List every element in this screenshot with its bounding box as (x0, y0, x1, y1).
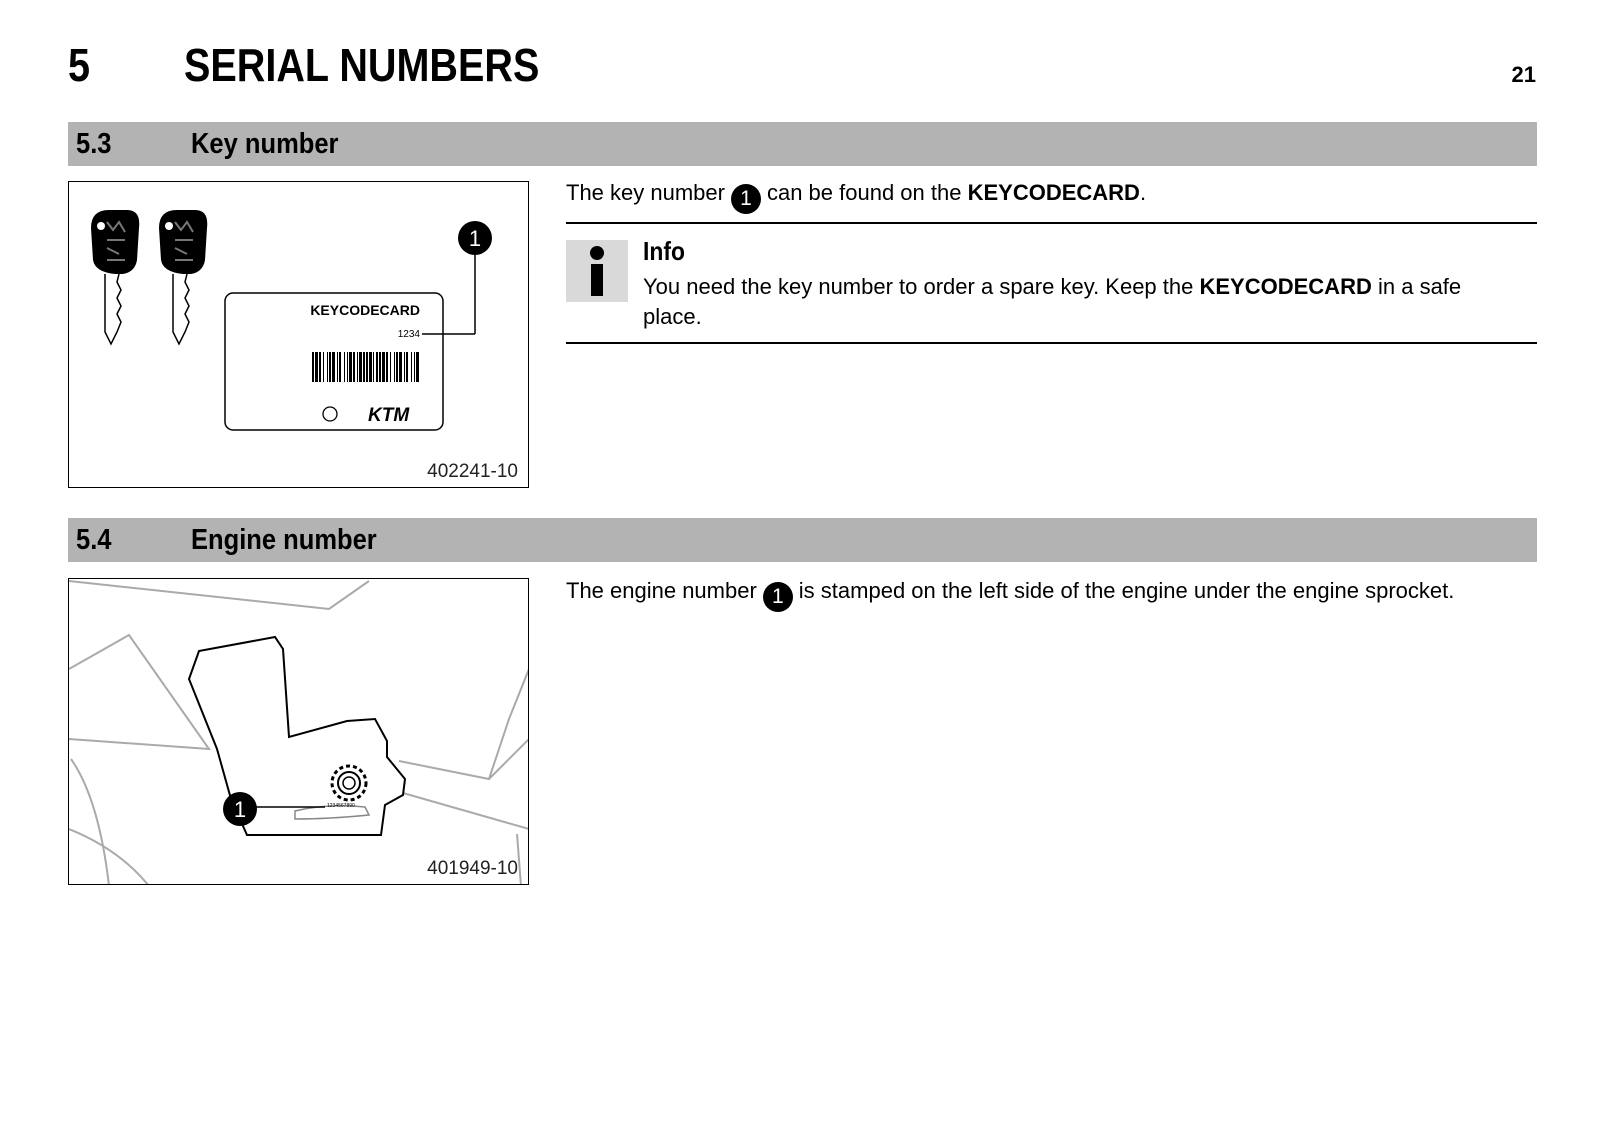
section-header-key-number (68, 122, 1537, 166)
key-number-paragraph (566, 180, 1146, 214)
engine-number-figure (68, 578, 529, 885)
barcode-bar (359, 352, 362, 382)
barcode-bar (366, 352, 368, 382)
barcode-bar (411, 352, 412, 382)
barcode-bar (376, 352, 378, 382)
section-title: Key number (191, 128, 339, 160)
barcode-bar (312, 352, 314, 382)
barcode-bar (386, 352, 388, 382)
keycodecard-term: KEYCODECARD (1199, 274, 1372, 299)
keycodecard-title: KEYCODECARD (310, 302, 420, 318)
barcode-bar (347, 352, 348, 382)
figure-code: 401949-10 (427, 858, 518, 879)
ktm-logo: KTM (368, 405, 410, 426)
barcode-bar (332, 352, 335, 382)
barcode-bar (319, 352, 321, 382)
para-text: . (1139, 180, 1147, 205)
section-number: 5.4 (76, 524, 112, 556)
barcode-bar (404, 352, 405, 382)
info-title: Info (643, 236, 685, 266)
page-number: 21 (1511, 62, 1536, 87)
barcode-bar (329, 352, 331, 382)
callout-number: 1 (468, 226, 482, 251)
barcode-bar (337, 352, 338, 382)
callout-number: 1 (233, 797, 247, 822)
barcode-bar (357, 352, 358, 382)
info-text-part: You need the key number to order a spare key. Keep the (643, 274, 1194, 299)
barcode-bar (363, 352, 365, 382)
info-text (643, 272, 1523, 332)
barcode-bar (369, 352, 372, 382)
barcode-bar (394, 352, 395, 382)
barcode-bar (414, 352, 415, 382)
para-text: The engine number (566, 578, 757, 603)
chapter-title: SERIAL NUMBERS (184, 39, 540, 91)
barcode-bar (396, 352, 398, 382)
barcode-bar (379, 352, 381, 382)
barcode-bar (349, 352, 352, 382)
barcode-bar (327, 352, 328, 382)
info-bottom-rule (566, 342, 1537, 344)
para-text: can be found on the (766, 180, 962, 205)
section-number: 5.3 (76, 128, 112, 160)
key-illustration (91, 210, 139, 344)
callout-marker: 1 (731, 184, 761, 214)
callout-marker: 1 (763, 582, 793, 612)
chapter-number: 5 (68, 39, 91, 91)
barcode-bar (390, 352, 391, 382)
barcode-bar (382, 352, 385, 382)
figure-code: 402241-10 (427, 461, 518, 482)
barcode-bar (406, 352, 408, 382)
barcode-bar (315, 352, 318, 382)
section-title: Engine number (191, 524, 377, 556)
keycodecard-term: KEYCODECARD (967, 180, 1140, 205)
keycodecard-number: 1234 (397, 329, 420, 340)
motorcycle-frame-lines (69, 581, 529, 885)
barcode-bar (353, 352, 355, 382)
stamp-text: 1234567890 (327, 803, 355, 809)
engine-outline (189, 637, 405, 835)
section-header-engine-number (68, 518, 1537, 562)
para-text: is stamped on the left side of the engine under the engine sprocket. (798, 578, 1455, 603)
key-illustration (159, 210, 207, 344)
info-icon (566, 240, 628, 302)
engine-number-paragraph (566, 578, 1454, 612)
barcode-bar (344, 352, 345, 382)
engine-illustration (69, 579, 529, 885)
keys-and-keycodecard-illustration (69, 182, 529, 488)
barcode-bar (323, 352, 324, 382)
barcode-bar (416, 352, 419, 382)
info-top-rule (566, 222, 1537, 224)
barcode-bar (339, 352, 341, 382)
barcode-bar (373, 352, 374, 382)
barcode-bar (399, 352, 402, 382)
para-text: The key number (566, 180, 725, 205)
key-number-figure (68, 181, 529, 488)
info-text-part: in a safe place. (643, 274, 1462, 329)
